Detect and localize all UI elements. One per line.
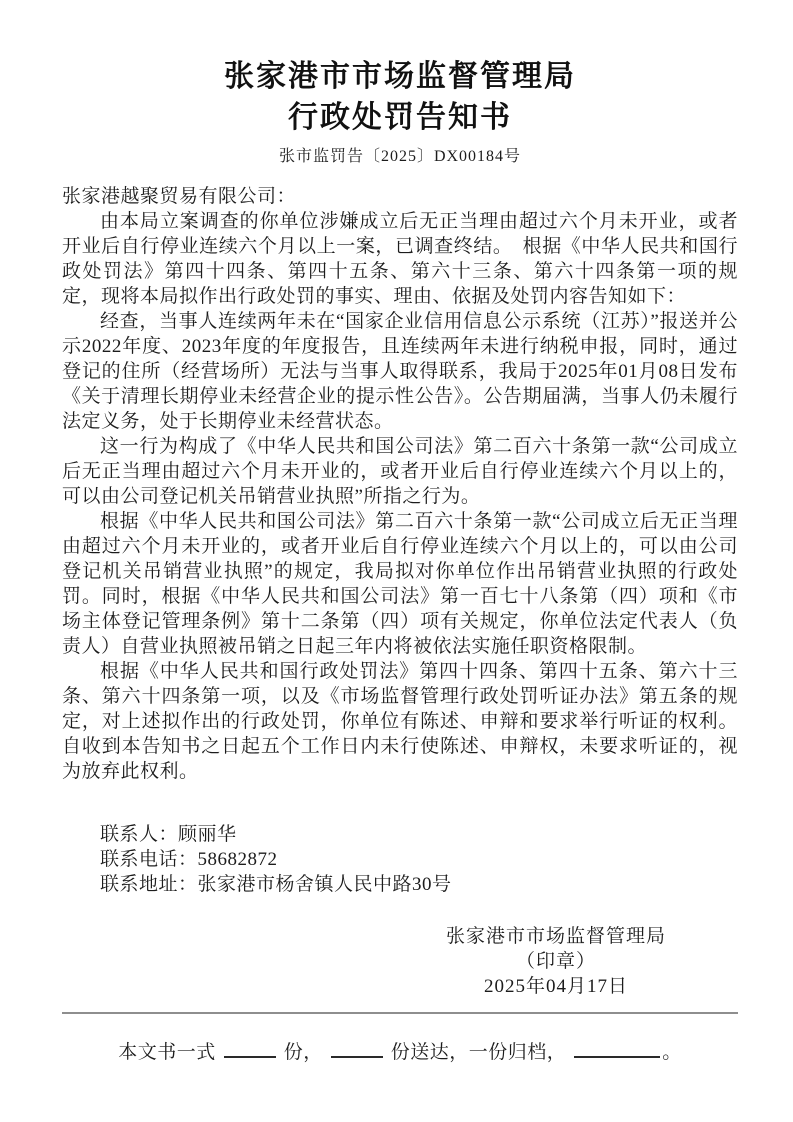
signature-agency: 张家港市市场监督管理局 xyxy=(445,926,666,947)
body-paragraph-violation: 这一行为构成了《中华人民共和国公司法》第二百六十条第一款“公司成立后无正当理由超过六个月未开业的，或者开业后自行停业连续六个月以上的，可以由公司登记机关吊销营业执照”所指之行为。 xyxy=(62,436,738,507)
signature-date: 2025年04月17日 xyxy=(483,976,628,997)
document-header xyxy=(62,56,738,167)
contact-address-label: 联系地址： xyxy=(100,874,198,895)
addressee-line: 张家港越聚贸易有限公司： xyxy=(62,186,297,207)
document-number: 张市监罚告〔2025〕DX00184号 xyxy=(278,148,522,165)
copies-note-segment: 份， xyxy=(283,1042,323,1063)
contact-phone-line xyxy=(62,847,738,872)
copies-note-segment: 。 xyxy=(662,1042,682,1063)
footer-divider-line xyxy=(62,1012,738,1014)
contact-address-value: 张家港市杨舍镇人民中路30号 xyxy=(197,874,452,895)
contact-phone-label: 联系电话： xyxy=(100,849,198,870)
agency-title: 张家港市市场监督管理局 xyxy=(224,60,576,93)
signature-block xyxy=(446,924,666,999)
copies-note-segment: 本文书一式 xyxy=(118,1042,216,1063)
contact-address-line xyxy=(62,872,738,897)
contact-person-label: 联系人： xyxy=(100,824,179,845)
body-paragraph-rights: 根据《中华人民共和国行政处罚法》第四十四条、第四十五条、第六十三条、第六十四条第一项，以及《市场监督管理行政处罚听证办法》第五条的规定，对上述拟作出的行政处罚，你单位有陈述、申辩和要求举行听证的权利。自收到本告知书之日起五个工作日内未行使陈述、申辩权，未要求听证的，视为放弃此权利。 xyxy=(62,661,738,782)
body-paragraph-penalty: 根据《中华人民共和国公司法》第二百六十条第一款“公司成立后无正当理由超过六个月未开业的，或者开业后自行停业连续六个月以上的，可以由公司登记机关吊销营业执照”的规定，我局拟对你单位作出吊销营业执照的行政处罚。同时，根据《中华人民共和国公司法》第一百七十八条第（四）项和《市场主体登记管理条例》第十二条第（四）项有关规定，你单位法定代表人（负责人）自营业执照被吊销之日起三年内将被依法实施任职资格限制。 xyxy=(62,511,738,657)
contact-phone-value: 58682872 xyxy=(197,849,278,870)
copies-count-blank xyxy=(224,1042,276,1058)
contact-block xyxy=(62,822,738,897)
contact-person-value: 顾丽华 xyxy=(178,824,237,845)
document-body xyxy=(62,184,738,784)
contact-person-line xyxy=(62,822,738,847)
signature-seal-placeholder: （印章） xyxy=(515,951,596,972)
delivery-count-blank xyxy=(331,1042,383,1058)
body-paragraph-findings: 经查，当事人连续两年未在“国家企业信用信息公示系统（江苏）”报送并公示2022年度、2023年度的年度报告，且连续两年未进行纳税申报，同时，通过登记的住所（经营场所）无法与当事人取得联系，我局于2025年01月08日发布《关于清理长期停业未经营企业的提示性公告》。公告期届满，当事人仍未履行法定义务，处于长期停业未经营状态。 xyxy=(62,311,738,432)
remark-blank xyxy=(574,1042,660,1058)
copies-note xyxy=(62,1040,738,1065)
document-title: 行政处罚告知书 xyxy=(288,101,512,134)
copies-note-segment: 份送达，一份归档， xyxy=(390,1042,567,1063)
body-paragraph-case-summary: 由本局立案调查的你单位涉嫌成立后无正当理由超过六个月未开业，或者开业后自行停业连续六个月以上一案，已调查终结。 根据《中华人民共和国行政处罚法》第四十四条、第四十五条、第六十三条、第六十四条第一项的规定，现将本局拟作出行政处罚的事实、理由、依据及处罚内容告知如下： xyxy=(62,211,738,307)
